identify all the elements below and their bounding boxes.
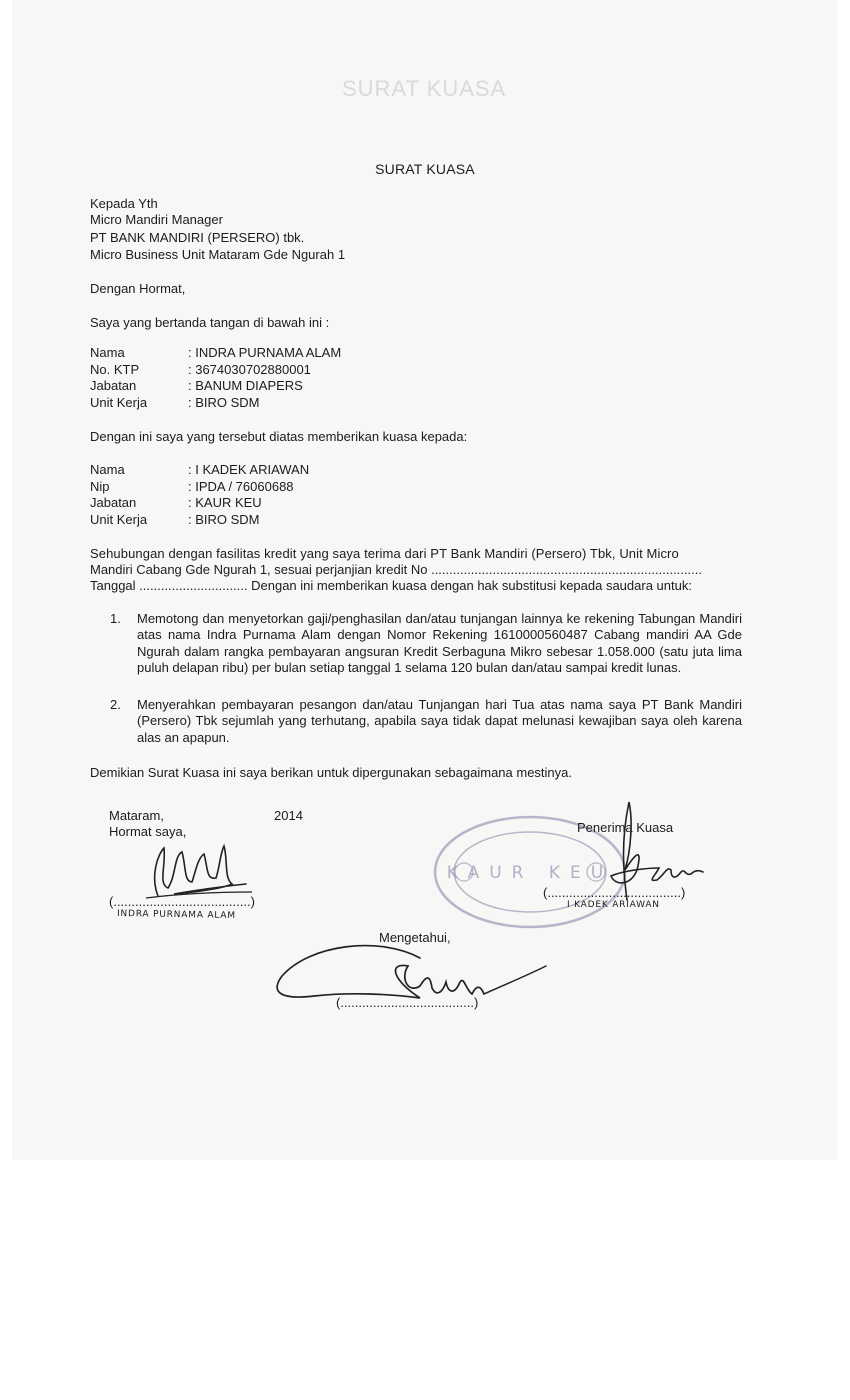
grantor-label: Nama (90, 345, 125, 360)
year-text: 2014 (274, 808, 303, 823)
acknowledged-sign-line: (.....................................) (336, 995, 479, 1010)
closing-text: Demikian Surat Kuasa ini saya berikan untuk dipergunakan sebagaimana mestinya. (90, 765, 573, 780)
stamp-text: KAUR KEU (446, 863, 614, 883)
paragraph-line: Sehubungan dengan fasilitas kredit yang saya terima dari PT Bank Mandiri (Persero) Tbk, Unit Micro (90, 546, 679, 561)
grantor-sign-line: (......................................) (109, 894, 255, 909)
grantor-value: : 3674030702880001 (188, 361, 311, 377)
grantee-value: : IPDA / 76060688 (188, 478, 294, 494)
grantor-value: : INDRA PURNAMA ALAM (188, 345, 342, 360)
grantee-label: Unit Kerja (90, 511, 148, 527)
document-title: SURAT KUASA (375, 161, 475, 177)
recipient-line: PT BANK MANDIRI (PERSERO) tbk. (90, 230, 305, 245)
acknowledged-heading: Mengetahui, (379, 930, 451, 945)
grantee-handwritten-name: I KADEK ARIAWAN (567, 900, 660, 910)
grantee-sign-line: (.....................................) (543, 885, 686, 900)
grantee-value: : BIRO SDM (188, 511, 260, 527)
grantee-heading: Penerima Kuasa (577, 820, 674, 835)
recipient-line: Micro Mandiri Manager (90, 212, 223, 227)
show-through-text: SURAT KUASA (342, 76, 507, 101)
grantee-value: : KAUR KEU (188, 495, 262, 510)
grantor-label: No. KTP (90, 361, 140, 377)
grantee-label: Nama (90, 462, 125, 477)
place-text: Mataram, (109, 808, 164, 823)
grantor-label: Jabatan (90, 378, 137, 393)
recipient-line: Micro Business Unit Mataram Gde Ngurah 1 (90, 247, 346, 262)
grantee-value: : I KADEK ARIAWAN (188, 462, 310, 477)
paragraph-line: Mandiri Cabang Gde Ngurah 1, sesuai perjanjian kredit No ........................................................................... (90, 562, 702, 577)
list-item-text: Menyerahkan pembayaran pesangon dan/atau Tunjangan hari Tua atas nama saya PT Bank Mandiri (Persero) Tbk sejumlah yang terhutang, apabila saya tidak dapat melunasi kewajiban saya oleh karena alas an apapun. (137, 697, 742, 745)
transition-text: Dengan ini saya yang tersebut diatas memberikan kuasa kepada: (90, 429, 468, 444)
list-item-text: Memotong dan menyetorkan gaji/penghasilan dan/atau tunjangan lainnya ke rekening Tabungan Mandiri atas nama Indra Purnama Alam dengan Nomor Rekening 1610000560487 Cabang mandiri AA Gde Ngurah dalam rangka pembayaran angsuran Kredit Serbaguna Mikro sebesar 1.058.000 (satu juta lima puluh delapan ribu) per bulan setiap tanggal 1 selama 120 bulan dan/atau sampai kredit lunas. (137, 611, 742, 675)
grantee-label: Nip (90, 478, 110, 494)
grantor-label: Unit Kerja (90, 394, 148, 410)
list-number: 1. (110, 611, 121, 626)
recipient-line: Kepada Yth (90, 196, 158, 211)
regards-text: Hormat saya, (109, 824, 187, 839)
grantor-value: : BIRO SDM (188, 394, 260, 410)
grantee-label: Jabatan (90, 495, 137, 510)
grantor-value: : BANUM DIAPERS (188, 378, 303, 393)
list-number: 2. (110, 697, 121, 712)
greeting: Dengan Hormat, (90, 281, 186, 296)
intro-text: Saya yang bertanda tangan di bawah ini : (90, 315, 330, 330)
grantor-handwritten-name: INDRA PURNAMA ALAM (116, 908, 236, 922)
paragraph-line: Tanggal .............................. Dengan ini memberikan kuasa dengan hak substitusi kepada saudara untuk: (90, 578, 692, 593)
